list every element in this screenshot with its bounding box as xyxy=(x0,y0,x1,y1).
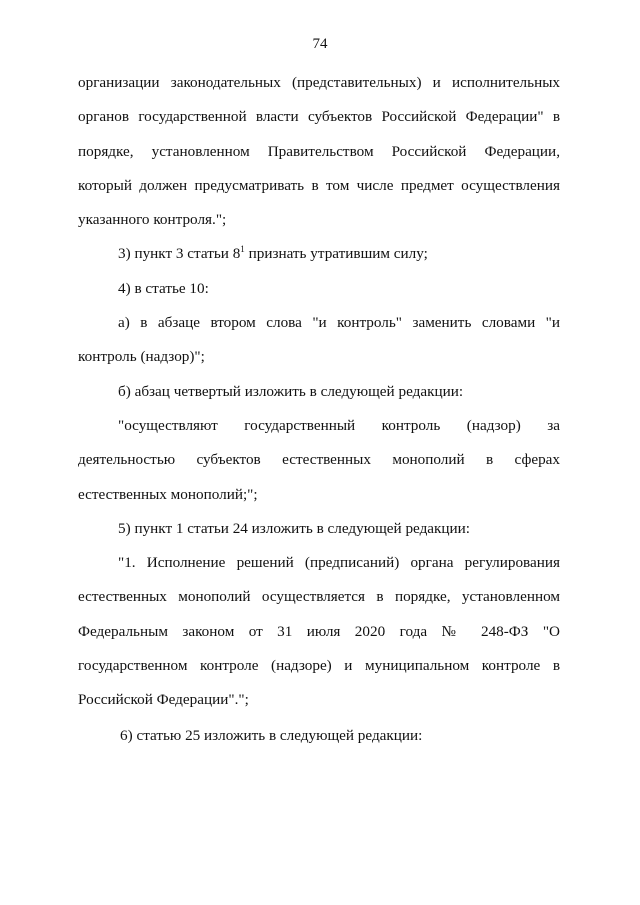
paragraph-subitem-b: б) абзац четвертый изложить в следующей редакции: xyxy=(118,382,464,400)
paragraph-item-6: 6) статью 25 изложить в следующей редакции: xyxy=(120,726,423,744)
paragraph-quote-2: "1. Исполнение решений (предписаний) органа регулирования естественных монополий осуществляется в порядке, установленном Федеральным законом от 31 июля 2020 года № 248-ФЗ "О государственном контроле (надзоре) и муниципальном контроле в Российской Федерации"."; xyxy=(78,554,560,709)
item-3-superscript: 1 xyxy=(240,244,245,255)
paragraph-subitem-a: а) в абзаце втором слова "и контроль" заменить словами "и контроль (надзор)"; xyxy=(78,314,560,366)
document-body xyxy=(78,66,560,753)
item-3-text: 3) пункт 3 статьи 8 xyxy=(118,245,241,263)
paragraph-continuation: организации законодательных (представительных) и исполнительных органов государственной власти субъектов Российской Федерации" в порядке, установленном Правительством Российской Федерации, который должен предусматривать в том числе предмет осуществления указанного контроля."; xyxy=(78,74,560,229)
paragraph-item-4: 4) в статье 10: xyxy=(118,279,209,297)
paragraph-item-3 xyxy=(78,237,560,271)
paragraph-quote-1: "осуществляют государственный контроль (надзор) за деятельностью субъектов естественных монополий в сферах естественных монополий;"; xyxy=(78,416,560,503)
item-3-text-rest: признать утратившим силу; xyxy=(244,245,428,263)
page-number: 74 xyxy=(312,36,328,52)
paragraph-item-5: 5) пункт 1 статьи 24 изложить в следующей редакции: xyxy=(118,519,471,537)
